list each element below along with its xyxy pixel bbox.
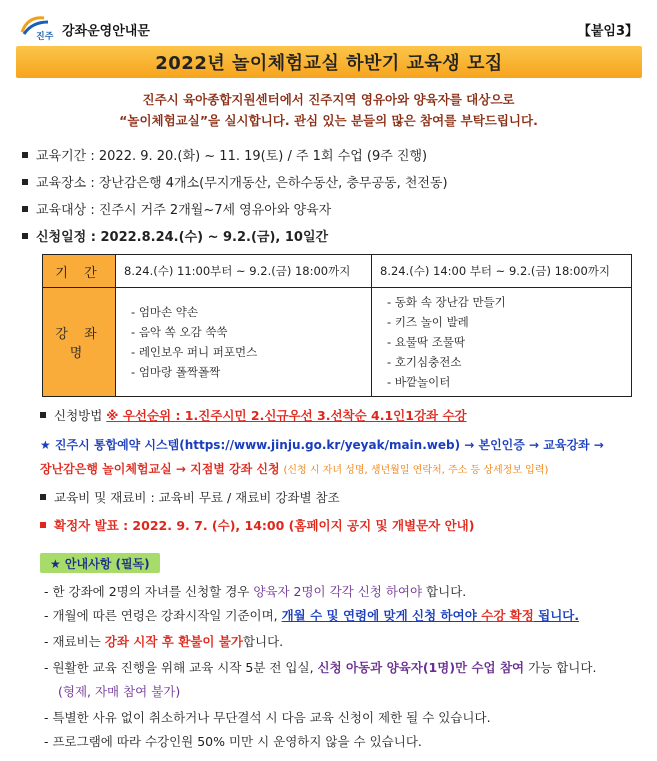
info-apply: 신청일정 : 2022.8.24.(수) ~ 9.2.(금), 10일간 bbox=[22, 226, 328, 245]
notice-item-1: - 한 강좌에 2명의 자녀를 신청할 경우 양육자 2명이 각각 신청 하여야 합니다. bbox=[44, 584, 467, 599]
course-cell-2 bbox=[372, 288, 632, 397]
table-row bbox=[43, 255, 632, 288]
list-item: - 엄마랑 폴짝폴짝 bbox=[131, 364, 370, 380]
period-cell-2: 8.24.(수) 14:00 부터 ~ 9.2.(금) 18:00까지 bbox=[372, 255, 632, 288]
bullet-square-icon bbox=[22, 233, 28, 239]
bullet-square-icon bbox=[40, 522, 46, 528]
bullet-square-icon bbox=[22, 206, 28, 212]
list-item: - 요물딱 조물딱 bbox=[387, 334, 630, 350]
jinju-city-logo bbox=[18, 12, 58, 42]
page-title: 2022년 놀이체험교실 하반기 교육생 모집 bbox=[155, 53, 503, 74]
title-banner bbox=[16, 46, 642, 78]
document-header bbox=[16, 12, 642, 42]
list-item: - 동화 속 장난감 만들기 bbox=[387, 294, 630, 310]
system-line-2: 장난감은행 놀이체험교실 → 지점별 강좌 신청 (신청 시 자녀 성명, 생년월일 연락처, 주소 등 상세정보 입력) bbox=[40, 462, 549, 476]
bullet-square-icon bbox=[22, 152, 28, 158]
bullet-square-icon bbox=[40, 494, 46, 500]
attachment-label: 【붙임3】 bbox=[577, 24, 638, 39]
course-list-2 bbox=[373, 294, 630, 390]
list-item: - 호기심충전소 bbox=[387, 354, 630, 370]
notice-item-2: - 개월에 따른 연령은 강좌시작일 기준이며, 개월 수 및 연령에 맞게 신청 하여야 수강 확정 됩니다. bbox=[44, 608, 580, 623]
announce-line: 확정자 발표 : 2022. 9. 7. (수), 14:00 (홈페이지 공지 및 개별문자 안내) bbox=[40, 516, 474, 534]
notice-item-4: - 원활한 교육 진행을 위해 교육 시작 5분 전 입실, 신청 아동과 양육자(1명)만 수업 참여 가능 합니다. bbox=[44, 660, 597, 675]
period-header: 기 간 bbox=[43, 255, 116, 288]
course-header: 강 좌 명 bbox=[43, 288, 116, 397]
course-list-1 bbox=[117, 304, 370, 380]
svg-text:진주: 진주 bbox=[36, 32, 54, 42]
period-cell-1: 8.24.(수) 11:00부터 ~ 9.2.(금) 18:00까지 bbox=[116, 255, 372, 288]
priority-text: ※ 우선순위 : 1.진주시민 2.신규우선 3.선착순 4.1인1강좌 수강 bbox=[106, 408, 467, 423]
notice-item-6: - 프로그램에 따라 수강인원 50% 미만 시 운영하지 않을 수 있습니다. bbox=[44, 734, 422, 749]
course-cell-1 bbox=[116, 288, 372, 397]
list-item: - 레인보우 퍼니 퍼포먼스 bbox=[131, 344, 370, 360]
notice-item-5: - 특별한 사유 없이 취소하거나 무단결석 시 다음 교육 신청이 제한 될 수 있습니다. bbox=[44, 710, 491, 725]
info-place: 교육장소 : 장난감은행 4개소(무지개동산, 은하수동산, 충무공동, 천전동) bbox=[22, 172, 448, 191]
notice-item-3: - 재료비는 강좌 시작 후 환불이 불가합니다. bbox=[44, 634, 284, 649]
list-item: - 엄마손 약손 bbox=[131, 304, 370, 320]
notice-tag: ★ 안내사항 (필독) bbox=[40, 553, 160, 573]
bullet-square-icon bbox=[40, 412, 46, 418]
notice-item-4-sub: (형제, 자매 참여 불가) bbox=[58, 684, 181, 699]
list-item: - 키즈 놀이 발레 bbox=[387, 314, 630, 330]
intro-line-1: 진주시 육아종합지원센터에서 진주지역 영유아와 양육자를 대상으로 bbox=[142, 92, 515, 107]
system-line-1: ★ 진주시 통합예약 시스템(https://www.jinju.go.kr/yeyak/main.web) → 본인인증 → 교육강좌 → bbox=[40, 438, 604, 452]
course-table bbox=[42, 254, 632, 397]
info-period: 교육기간 : 2022. 9. 20.(화) ~ 11. 19(토) / 주 1회 수업 (9주 진행) bbox=[22, 145, 427, 164]
info-target: 교육대상 : 진주시 거주 2개월~7세 영유아와 양육자 bbox=[22, 199, 331, 218]
intro-line-2: “놀이체험교실”을 실시합니다. 관심 있는 분들의 많은 참여를 부탁드립니다. bbox=[119, 113, 538, 128]
list-item: - 바깥놀이터 bbox=[387, 374, 630, 390]
bullet-square-icon bbox=[22, 179, 28, 185]
list-item: - 음악 쏙 오감 쑥쑥 bbox=[131, 324, 370, 340]
table-row bbox=[43, 288, 632, 397]
method-line: 신청방법 ※ 우선순위 : 1.진주시민 2.신규우선 3.선착순 4.1인1강좌 수강 bbox=[40, 406, 467, 424]
header-title: 강좌운영안내문 bbox=[62, 24, 150, 39]
fee-line: 교육비 및 재료비 : 교육비 무료 / 재료비 강좌별 참조 bbox=[40, 488, 340, 506]
